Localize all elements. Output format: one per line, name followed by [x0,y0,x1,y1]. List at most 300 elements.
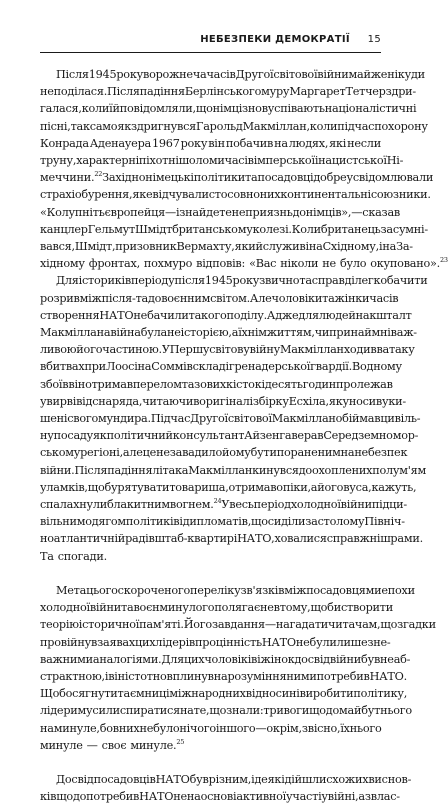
word: справжні [326,532,381,546]
word: В [351,360,361,374]
word: епохи [381,583,415,597]
footnote-marker: 24 [213,497,222,506]
word: потреби [86,790,134,804]
word: — [255,721,267,735]
word: виснов- [368,772,412,786]
footnote-marker: 22 [94,170,103,179]
word: Ні- [386,154,404,168]
word: несли [347,136,381,150]
text-line [40,427,419,444]
word: цінність [215,635,262,649]
word: в [376,343,383,357]
word: само [89,119,118,133]
text-line [40,204,400,221]
word: німців», [305,205,352,219]
word: лідерів [155,635,196,649]
text-line [40,771,412,788]
word: одягом [85,515,126,529]
word: — [351,205,363,219]
word: Щоб [40,687,66,701]
word: пісні, [40,119,71,133]
word: знайдете [179,205,232,219]
word: обурення, [74,188,133,202]
word: що [251,515,268,529]
word: оригіналі [199,394,253,408]
word: обіймав [335,412,381,426]
word: ноатлантичній [40,532,126,546]
word: року [232,274,260,288]
word: що [209,704,227,718]
word: Гарольд [196,119,243,133]
word: минуле [40,738,83,752]
word: і [134,360,138,374]
word: на [382,240,397,254]
word: на [40,721,54,735]
word: столом [317,515,359,529]
word: історичної [78,618,140,632]
word: як [117,119,131,133]
text-line [40,582,415,599]
word: страх [40,188,72,202]
word: як [92,429,107,443]
word: який [234,240,263,254]
word: регіоні, [80,446,123,460]
word: цього [86,583,118,597]
word: що [380,618,398,632]
word: влас- [370,790,400,804]
word: галася, [40,102,82,116]
word: континентальні [280,188,371,202]
word: полум'ям [372,463,426,477]
word: десять [264,377,303,391]
word: складі [192,360,229,374]
word: фронтах, [88,257,140,271]
word: таємниці [117,687,170,701]
word: між [79,291,102,305]
word: але [122,446,143,460]
word: року [116,68,143,81]
word: майбутнього [339,704,412,718]
word: війні, [327,790,359,804]
word: цивіль- [380,412,421,426]
word: ци- [389,498,407,512]
word: канцлер [40,222,88,236]
word: досвід [294,652,330,666]
word: і [104,669,109,683]
word: в [317,429,324,443]
word: одному [360,360,402,374]
word: війни [329,652,362,666]
word: кшталт [369,308,412,322]
word: минуле, [53,721,100,735]
word: служив [262,240,306,254]
word: гренадерської [228,360,311,374]
word: схожих [326,772,369,786]
word: мундира. [98,412,151,426]
word: Берлінського [184,85,262,99]
word: зв'язків [240,583,285,597]
word: чоловіки [271,291,323,305]
text-line [40,341,415,358]
word: сказав [362,205,400,219]
text-line [40,479,417,496]
text-line [40,358,402,375]
word: переліку [190,583,241,597]
word: в [91,635,98,649]
word: окрім, [266,721,302,735]
word: не [380,652,394,666]
word: майже [348,68,388,81]
text-line [40,238,413,255]
word: минуле.$^{25}$ [130,737,185,752]
word: не [173,790,187,804]
word: тазових [181,377,227,391]
text-line [40,324,417,341]
word: союзники. [370,188,431,202]
word: Другої [235,68,274,81]
word: Конрада [40,136,89,150]
text-line [40,100,417,117]
word: посадовців [93,772,156,786]
word: у [382,394,389,408]
text-line [40,651,411,668]
word: про [195,635,216,649]
footnote-marker: 25 [176,737,185,746]
word: піхотні [138,154,179,168]
word: був [361,652,381,666]
word: полягає [214,601,260,615]
word: засумні- [380,222,428,236]
word: вирві [46,394,77,408]
word: а [231,326,239,340]
word: чоловіків [204,652,258,666]
word: холодної [290,498,341,512]
word: війну [60,635,92,649]
word: окуповано».$^{23}$ [370,256,448,271]
word: читаючи [142,394,194,408]
word: під [371,498,390,512]
word: посаду [53,429,93,443]
word: відчували [152,188,209,202]
word: згадки [397,618,436,632]
word: Після [74,463,108,477]
word: НАТО [261,635,296,649]
word: розрив [40,291,80,305]
text-line [40,616,436,633]
word: співають [274,102,325,116]
word: НАТО. [369,669,407,683]
word: був [189,772,209,786]
text-line [40,186,431,203]
word: свого [67,412,99,426]
word: британському [172,222,253,236]
word: щоби [310,601,341,615]
word: історією, [180,326,232,340]
word: світової [273,68,318,81]
word: Коли [291,222,321,236]
word: годин [302,377,337,391]
word: створити [340,601,394,615]
word: збірку [252,394,289,408]
word: коли [309,119,338,133]
text-line [40,221,428,238]
word: пролежав [336,377,393,391]
word: призовник [115,240,177,254]
word: літака [152,463,189,477]
word: бачити [386,274,428,288]
word: вався, [40,240,75,254]
word: Увесь [221,498,254,512]
word: у [358,515,365,529]
word: не [322,257,336,271]
word: Шмідт, [74,240,116,254]
word: Лоос [105,360,135,374]
word: Для [56,274,79,288]
text-line [40,462,426,479]
word: він [208,136,225,150]
word: міжнародних [169,687,246,701]
text-line [40,307,412,324]
word: в [273,601,280,615]
word: жінок [260,652,295,666]
word: характерні [76,154,139,168]
word: і [261,377,265,391]
text-line [40,290,399,307]
word: було [339,257,367,271]
word: Айзенгавера [244,429,318,443]
word: політиків [125,515,180,529]
word: історикiв [78,274,131,288]
word: Північ- [364,515,405,529]
text-line [40,152,404,169]
text-line [40,513,405,530]
word: про [40,635,61,649]
word: Гельмут [87,222,135,236]
word: нічого [179,721,216,735]
word: в [363,669,370,683]
word: розуміння [227,669,287,683]
word: щодо [309,704,340,718]
word: та [322,291,335,305]
word: ливою [40,343,77,357]
word: знали: [226,704,264,718]
word: меччини.$^{22}$ [40,170,103,185]
word: легко [354,274,387,288]
word: атаку [382,343,415,357]
word: ну [40,429,54,443]
word: справді [311,274,355,288]
word: Західнонімецькі [102,171,194,185]
word: дійшли [284,772,327,786]
word: неприязнь [231,205,293,219]
word: не [156,446,170,460]
word: кажуть, [371,480,417,494]
word: у [40,394,47,408]
word: яке [132,188,153,202]
word: вогнем.$^{24}$ [169,497,222,512]
word: завадило [169,446,222,460]
word: похорону [374,119,428,133]
word: цих [134,635,156,649]
word: Східному, [322,240,380,254]
word: з [40,377,46,391]
word: колезі. [252,222,292,236]
word: лідери [40,704,78,718]
word: нагадати [275,618,329,632]
word: різним, [208,772,252,786]
word: не [40,85,54,99]
word: часів [369,291,399,305]
text-line [40,393,406,410]
word: 1967 [151,136,180,150]
word: націоналістичні [324,102,417,116]
text-line [40,83,416,100]
word: на [213,669,228,683]
word: була [140,326,167,340]
word: здригнувся [130,119,196,133]
word: звично [259,274,300,288]
word: це [142,446,157,460]
word: такого [188,308,227,322]
word: і [305,240,309,254]
word: від [76,394,93,408]
word: пораненим [276,446,341,460]
word: йому [221,446,251,460]
word: війни [317,68,349,81]
word: снаряда, [92,394,143,408]
word: Але [249,291,272,305]
word: падіння [139,85,185,99]
word: виробити [299,687,354,701]
word: було [153,721,180,735]
word: 1945 [88,68,117,81]
word: отримав [228,480,277,494]
text-line [40,66,425,83]
word: воєн [133,601,160,615]
word: періоду [130,274,175,288]
word: деякі [254,772,285,786]
word: скороченого [117,583,191,597]
word: часів [206,68,236,81]
running-title: НЕБЕЗПЕКИ ДЕМОКРАТІЇ [200,34,350,45]
text-line [40,530,423,547]
word: падіння [107,463,153,477]
word: і [175,205,180,219]
footnote-marker: 23 [439,256,448,265]
word: що [195,102,213,116]
word: бо [99,721,113,735]
word: хідному [40,257,85,271]
text-line [40,255,448,272]
text-line [40,169,434,186]
word: холодної [40,601,90,615]
word: Соммі [151,360,187,374]
word: аналогіями. [92,652,162,666]
word: та [135,291,148,305]
word: Під [150,412,171,426]
word: ки- [388,394,406,408]
text-line [40,634,391,651]
word: Маргарет [289,85,346,99]
word: ховалися [274,532,327,546]
word: них [118,721,140,735]
running-header [40,30,381,53]
word: поділу. [226,308,267,322]
word: товариша, [169,480,229,494]
word: після [174,274,205,288]
word: стосовно [208,188,260,202]
word: аб- [393,652,411,666]
word: і [71,188,75,202]
word: Вермахту, [176,240,235,254]
word: важними [40,652,93,666]
word: осягнути [65,687,118,701]
word: те, [193,704,210,718]
text-line [40,720,381,737]
word: своє [101,738,127,752]
word: Макміллан [188,463,253,477]
word: щоб [87,480,112,494]
word: з [364,790,371,804]
word: — [264,618,276,632]
word: отримав [85,377,133,391]
text-line [40,548,381,565]
word: минулого [159,601,215,615]
word: теорію [40,618,79,632]
word: ворожнеча [143,68,207,81]
word: важ- [390,326,417,340]
word: труну, [40,154,77,168]
word: Аденауера [89,136,151,150]
word: бачили [147,308,189,322]
word: небезпек [354,446,408,460]
word: їхнього [340,721,382,735]
word: НАТО [139,790,174,804]
word: спалахнули [40,498,107,512]
word: НАТО [155,772,190,786]
word: вуса, [343,480,372,494]
text-line [40,272,428,289]
word: він [108,669,125,683]
word: не [133,308,148,322]
word: кісток [226,377,262,391]
word: заявах [97,635,135,649]
word: основі [200,790,237,804]
word: на [137,360,152,374]
word: чи [314,326,330,340]
word: німці [212,102,243,116]
word: активної [236,790,287,804]
word: британець [320,222,381,236]
word: були [309,635,337,649]
word: і [251,772,255,786]
text-line [40,410,421,427]
text-line [40,599,394,616]
word: тому, [279,601,311,615]
word: в [148,532,155,546]
word: носив [348,394,382,408]
word: посадовцями [306,583,382,597]
word: і [179,515,183,529]
word: Шмідт [134,222,173,236]
word: шрами. [380,532,423,546]
word: нацистської [318,154,387,168]
word: мусили [77,704,120,718]
word: ніколи [280,257,319,271]
text-line [40,496,407,513]
word: Мета [56,583,87,597]
word: страктною, [40,669,105,683]
